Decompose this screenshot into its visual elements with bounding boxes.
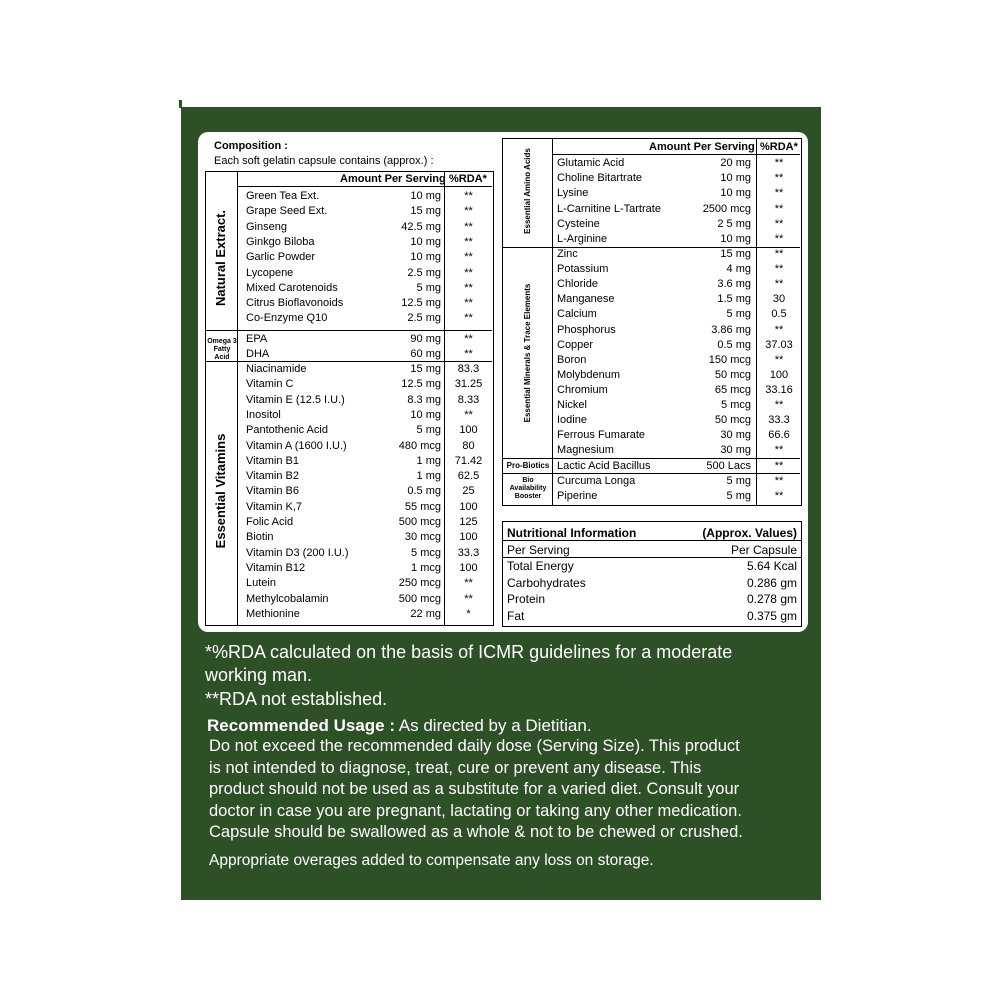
ingredient-name: Ginseng	[246, 220, 287, 233]
composition-subtitle: Each soft gelatin capsule contains (approx.) :	[214, 155, 434, 167]
table-row	[246, 439, 491, 453]
ingredient-name: Copper	[557, 338, 594, 351]
ingredient-amount: 5 mcg	[721, 399, 751, 411]
right-header-amount: Amount Per Serving	[649, 141, 755, 153]
table-row	[246, 377, 491, 391]
ingredient-name: Vitamin B6	[246, 485, 299, 498]
ingredient-rda: 8.33	[457, 393, 480, 406]
ingredient-name: Vitamin D3 (200 I.U.)	[246, 546, 349, 559]
ingredient-rda: 33.3	[768, 414, 790, 427]
probiotics-label: Pro-Biotics	[506, 461, 550, 470]
ingredient-name: Chromium	[557, 383, 608, 396]
ingredient-rda: **	[774, 248, 784, 260]
ingredient-amount: 2.5 mg	[407, 312, 441, 325]
ingredient-rda: **	[774, 187, 784, 200]
ingredient-rda: 100	[459, 531, 478, 544]
ingredient-amount: 15 mg	[410, 205, 441, 218]
ingredient-name: Vitamin C	[246, 378, 294, 391]
overages-note: Appropriate overages added to compensate any loss on storage.	[209, 852, 654, 869]
usage-value: As directed by a Dietitian.	[395, 716, 592, 735]
ingredient-name: Glutamic Acid	[557, 157, 625, 169]
ingredient-amount: 10 mg	[410, 190, 441, 202]
ingredient-rda: **	[464, 297, 473, 310]
ingredient-rda: 100	[459, 561, 478, 574]
table-row	[246, 530, 491, 544]
table-row	[246, 250, 491, 264]
nutrition-per-row	[507, 542, 797, 558]
table-row	[557, 474, 800, 488]
table-row	[246, 423, 491, 437]
ingredient-rda: **	[464, 190, 473, 202]
nutrition-label: Protein	[507, 592, 546, 606]
recommended-usage	[207, 714, 592, 737]
bio-label-line3: Booster	[514, 493, 542, 500]
ingredient-rda: **	[464, 205, 473, 218]
table-row	[557, 186, 800, 200]
warning-line: Do not exceed the recommended daily dose (Serving Size). This product	[209, 737, 740, 755]
table-row	[557, 171, 800, 185]
ingredient-amount: 1 mcg	[411, 561, 441, 574]
omega3-label-line2: Fatty Acid	[213, 346, 231, 361]
nutrition-row	[507, 558, 797, 574]
ingredient-amount: 500 Lacs	[706, 460, 751, 472]
ingredient-name: Grape Seed Ext.	[246, 205, 328, 218]
ingredient-name: Zinc	[557, 248, 578, 260]
table-row	[246, 362, 491, 376]
ingredient-amount: 50 mcg	[714, 368, 751, 381]
ingredient-name: Citrus Bioflavonoids	[246, 297, 344, 310]
table-row	[557, 292, 800, 306]
table-row	[557, 277, 800, 291]
ingredient-name: Cysteine	[557, 217, 600, 230]
omega3-label-line1: Omega 3	[207, 338, 237, 345]
rda-note-line2: working man.	[205, 665, 313, 685]
nutrition-label: Fat	[507, 608, 525, 623]
minerals-label: Essential Minerals & Trace Elements	[523, 283, 532, 423]
ingredient-rda: **	[464, 281, 473, 294]
ingredient-name: Methionine	[246, 607, 300, 620]
nutrition-value: 0.375 gm	[746, 608, 797, 623]
ingredient-name: Manganese	[557, 293, 615, 306]
ingredient-rda: **	[774, 353, 784, 366]
table-row	[246, 189, 491, 203]
ingredient-name: Curcuma Longa	[557, 475, 636, 487]
ingredient-rda: **	[774, 233, 784, 245]
ingredient-name: Ginkgo Biloba	[246, 235, 315, 248]
ingredient-amount: 480 mcg	[398, 439, 441, 452]
ingredient-name: Ferrous Fumarate	[557, 429, 646, 442]
ingredient-amount: 30 mcg	[404, 531, 441, 544]
table-row	[246, 235, 491, 249]
table-row	[246, 515, 491, 529]
left-header-rda: %RDA*	[449, 173, 487, 185]
ingredient-rda: **	[774, 263, 784, 276]
rda-note-line1: *%RDA calculated on the basis of ICMR guidelines for a moderate	[205, 642, 733, 662]
nutrition-value: 0.278 gm	[746, 592, 797, 606]
table-row	[557, 323, 800, 337]
table-row	[557, 338, 800, 352]
ingredient-rda: **	[464, 333, 473, 345]
ingredient-rda: **	[464, 251, 473, 264]
ingredient-rda: 100	[769, 368, 789, 381]
table-row	[246, 281, 491, 295]
ingredient-amount: 22 mg	[410, 607, 441, 620]
ingredient-amount: 55 mcg	[404, 500, 441, 513]
omega3-label	[206, 338, 238, 362]
table-row	[246, 311, 491, 325]
ingredient-name: Iodine	[557, 414, 587, 427]
ingredient-amount: 20 mg	[720, 157, 751, 169]
ingredient-name: Biotin	[246, 531, 274, 544]
ingredient-rda: **	[774, 460, 784, 472]
composition-title: Composition :	[214, 140, 288, 152]
ingredient-rda: 71.42	[454, 454, 483, 467]
ingredient-amount: 15 mg	[720, 248, 751, 260]
ingredient-name: Lycopene	[246, 266, 294, 279]
ingredient-amount: 500 mcg	[398, 592, 441, 605]
ingredient-name: Co-Enzyme Q10	[246, 312, 328, 325]
ingredient-amount: 4 mg	[726, 263, 751, 276]
ingredient-rda: 62.5	[457, 470, 480, 483]
ingredient-amount: 42.5 mg	[401, 220, 441, 233]
bio-label-line2: Availability	[509, 485, 547, 492]
table-row	[557, 262, 800, 276]
warning-line: is not intended to diagnose, treat, cure or prevent any disease. This	[209, 758, 702, 777]
ingredient-name: L-Carnitine L-Tartrate	[557, 202, 661, 215]
ingredient-amount: 10 mg	[720, 187, 751, 200]
ingredient-rda: 66.6	[768, 429, 790, 442]
ingredient-amount: 10 mg	[410, 235, 441, 248]
ingredient-rda: **	[464, 220, 473, 233]
table-row	[557, 247, 800, 261]
nutrition-row	[507, 575, 797, 591]
table-row	[246, 266, 491, 280]
ingredient-name: Pantothenic Acid	[246, 424, 328, 437]
ingredient-name: Garlic Powder	[246, 251, 316, 264]
table-row	[557, 353, 800, 367]
ingredient-amount: 1 mg	[416, 454, 441, 467]
table-row	[246, 332, 491, 346]
table-row	[557, 383, 800, 397]
table-row	[246, 500, 491, 514]
table-row	[246, 484, 491, 498]
table-row	[246, 204, 491, 218]
ingredient-rda: 125	[459, 516, 478, 528]
ingredient-name: Chloride	[557, 278, 598, 291]
ingredient-rda: **	[464, 592, 473, 605]
table-row	[246, 393, 491, 407]
table-row	[557, 156, 800, 170]
ingredient-rda: **	[464, 348, 473, 360]
ingredient-amount: 150 mcg	[708, 353, 751, 366]
ingredient-amount: 10 mg	[410, 408, 441, 421]
ingredient-amount: 2500 mcg	[702, 202, 751, 215]
ingredient-name: Mixed Carotenoids	[246, 281, 338, 294]
ingredient-name: DHA	[246, 348, 270, 360]
ingredient-amount: 65 mcg	[714, 383, 751, 396]
ingredient-rda: 30	[772, 293, 786, 306]
ingredient-rda: 33.3	[457, 546, 480, 559]
ingredient-name: Phosphorus	[557, 323, 616, 336]
nutrition-title: Nutritional Information	[507, 526, 637, 540]
ingredient-amount: 8.3 mg	[407, 393, 441, 406]
ingredient-amount: 3.6 mg	[717, 278, 751, 291]
ingredient-rda: 37.03	[765, 338, 793, 351]
left-header-amount: Amount Per Serving	[340, 173, 446, 185]
nutrition-table	[502, 521, 802, 627]
ingredient-rda: **	[464, 408, 473, 421]
ingredient-name: Niacinamide	[246, 363, 307, 375]
ingredient-name: Lysine	[557, 187, 589, 200]
table-row	[246, 561, 491, 575]
ingredient-name: Green Tea Ext.	[246, 190, 320, 202]
ingredient-name: Vitamin A (1600 I.U.)	[246, 439, 347, 452]
bio-availability-label	[503, 477, 553, 501]
ingredient-rda: **	[464, 312, 473, 325]
nutrition-approx: (Approx. Values)	[702, 526, 797, 540]
ingredient-name: Lactic Acid Bacillus	[557, 460, 651, 472]
ingredient-rda: 33.16	[765, 383, 793, 396]
ingredient-amount: 500 mcg	[398, 516, 441, 528]
nutrition-per-capsule: Per Capsule	[730, 543, 797, 557]
ingredient-rda: **	[774, 278, 784, 291]
ingredient-amount: 0.5 mg	[717, 338, 751, 351]
ingredient-rda: 0.5	[771, 308, 787, 321]
nutrition-title-row	[507, 525, 797, 541]
ingredient-name: Lutein	[246, 577, 276, 590]
nutrition-value: 5.64 Kcal	[746, 559, 797, 573]
ingredient-name: Vitamin B12	[246, 561, 306, 574]
ingredient-name: Boron	[557, 353, 587, 366]
ingredient-rda: 83.3	[457, 363, 480, 375]
table-row	[557, 489, 800, 503]
ingredient-amount: 5 mg	[726, 475, 751, 487]
ingredient-rda: 80	[462, 439, 475, 452]
ingredient-rda: **	[774, 490, 784, 502]
table-row	[246, 469, 491, 483]
ingredient-name: Vitamin E (12.5 I.U.)	[246, 393, 345, 406]
ingredient-rda: **	[774, 444, 784, 457]
bio-label-line1: Bio	[522, 477, 534, 484]
table-row	[557, 368, 800, 382]
table-row	[246, 408, 491, 422]
ingredient-amount: 5 mg	[416, 281, 441, 294]
ingredient-name: Calcium	[557, 308, 597, 321]
nutrition-per-serving: Per Serving	[507, 543, 570, 557]
table-row	[557, 202, 800, 216]
ingredient-amount: 0.5 mg	[407, 485, 441, 498]
ingredient-amount: 12.5 mg	[401, 297, 441, 310]
ingredient-amount: 50 mcg	[714, 414, 751, 427]
ingredient-rda: **	[774, 399, 784, 411]
warning-line: product should not be used as a substitute for a varied diet. Consult your	[209, 780, 740, 798]
ingredient-rda: **	[464, 577, 473, 590]
ingredient-name: Methylcobalamin	[246, 592, 329, 605]
ingredient-amount: 60 mg	[410, 348, 441, 360]
ingredient-name: Magnesium	[557, 444, 614, 457]
ingredient-name: Potassium	[557, 263, 609, 276]
ingredient-amount: 5 mg	[416, 424, 441, 437]
table-row	[246, 220, 491, 234]
nutrition-row	[507, 608, 797, 624]
ingredient-rda: *	[466, 607, 471, 620]
natural-extract-label: Natural Extract.	[213, 209, 228, 307]
ingredient-name: Nickel	[557, 399, 587, 411]
ingredient-amount: 5 mcg	[411, 546, 441, 559]
table-row	[246, 347, 491, 361]
ingredient-name: Vitamin B2	[246, 470, 299, 483]
usage-label: Recommended Usage :	[207, 716, 395, 735]
ingredient-rda: **	[774, 172, 784, 185]
table-row	[557, 428, 800, 442]
table-row	[557, 459, 800, 473]
ingredient-rda: **	[464, 266, 473, 279]
ingredient-rda: **	[774, 323, 784, 336]
ingredient-name: L-Arginine	[557, 233, 608, 245]
table-row	[557, 217, 800, 231]
right-header-rda: %RDA*	[760, 141, 798, 153]
table-row	[557, 413, 800, 427]
ingredient-amount: 1 mg	[416, 470, 441, 483]
ingredient-rda: **	[774, 202, 784, 215]
ingredient-name: Inositol	[246, 408, 281, 421]
ingredient-rda: 31.25	[454, 378, 483, 391]
ingredient-amount: 30 mg	[720, 429, 751, 442]
table-row	[246, 546, 491, 560]
ingredient-name: Folic Acid	[246, 516, 294, 528]
table-row	[246, 576, 491, 590]
table-row	[246, 454, 491, 468]
ingredient-name: Choline Bitartrate	[557, 172, 642, 185]
warning-line: doctor in case you are pregnant, lactating or taking any other medication.	[209, 801, 742, 820]
rda-not-established: **RDA not established.	[205, 689, 388, 709]
table-row	[246, 592, 491, 606]
ingredient-rda: 25	[462, 485, 475, 498]
ingredient-name: Molybdenum	[557, 368, 620, 381]
ingredient-amount: 10 mg	[410, 251, 441, 264]
table-row	[557, 443, 800, 457]
ingredient-amount: 90 mg	[410, 333, 441, 345]
ingredient-name: Vitamin B1	[246, 454, 299, 467]
ingredient-amount: 1.5 mg	[717, 293, 751, 306]
amino-acids-label: Essential Amino Acids	[523, 148, 532, 234]
table-row	[557, 398, 800, 412]
ingredient-amount: 2 5 mg	[717, 217, 751, 230]
ingredient-rda: **	[774, 475, 784, 487]
ingredient-amount: 5 mg	[726, 490, 751, 502]
nutrition-label: Total Energy	[507, 559, 574, 573]
nutrition-row	[507, 591, 797, 607]
ingredient-amount: 10 mg	[720, 172, 751, 185]
ingredient-amount: 10 mg	[720, 233, 751, 245]
ingredient-amount: 5 mg	[726, 308, 751, 321]
table-row	[246, 296, 491, 310]
ingredient-amount: 12.5 mg	[401, 378, 441, 391]
ingredient-amount: 250 mcg	[398, 577, 441, 590]
warning-line: Capsule should be swallowed as a whole & not to be chewed or crushed.	[209, 823, 743, 841]
essential-vitamins-label: Essential Vitamins	[213, 433, 228, 549]
ingredient-amount: 2.5 mg	[407, 266, 441, 279]
table-row	[557, 307, 800, 321]
ingredient-amount: 15 mg	[410, 363, 441, 375]
ingredient-rda: **	[774, 157, 784, 169]
nutrition-label: Carbohydrates	[507, 575, 586, 590]
ingredient-rda: **	[464, 235, 473, 248]
ingredient-amount: 30 mg	[720, 444, 751, 457]
nutrition-value: 0.286 gm	[746, 575, 797, 590]
ingredient-rda: 100	[459, 500, 478, 513]
ingredient-name: Piperine	[557, 490, 598, 502]
ingredient-name: EPA	[246, 333, 268, 345]
ingredient-rda: 100	[459, 424, 478, 437]
ingredient-name: Vitamin K,7	[246, 500, 303, 513]
table-row	[246, 607, 491, 621]
ingredient-amount: 3.86 mg	[711, 323, 751, 336]
ingredient-rda: **	[774, 217, 784, 230]
table-row	[557, 232, 800, 246]
